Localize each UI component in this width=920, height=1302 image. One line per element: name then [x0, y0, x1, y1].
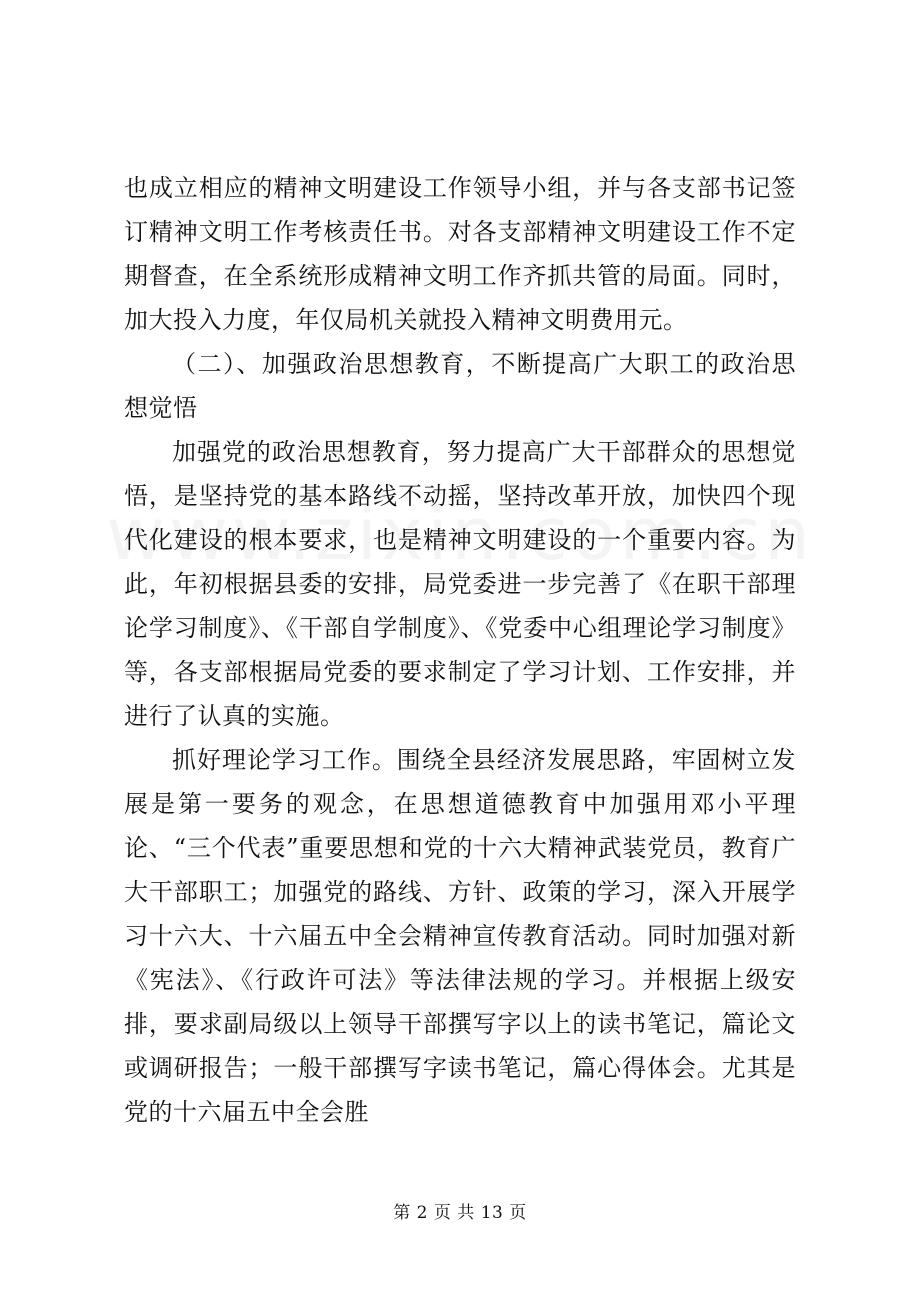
paragraph-political-education: 加强党的政治思想教育，努力提高广大干部群众的思想觉悟，是坚持党的基本路线不动摇，坚持改革开放，加快四个现代化建设的根本要求，也是精神文明建设的一个重要内容。为此，年初根据县委的安排，局党委进一步完善了《在职干部理论学习制度》、《干部自学制度》、《党委中心组理论学习制度》等，各支部根据局党委的要求制定了学习计划、工作安排，并进行了认真的实施。 — [124, 438, 796, 730]
section-heading: （二）、加强政治思想教育，不断提高广大职工的政治思想觉悟 — [124, 350, 796, 422]
paragraph-theory-study: 抓好理论学习工作。围绕全县经济发展思路，牢固树立发展是第一要务的观念，在思想道德教育中加强用邓小平理论、“三个代表”重要思想和党的十六大精神武装党员，教育广大干部职工；加强党的路线、方针、政策的学习，深入开展学习十六大、十六届五中全会精神宣传教育活动。同时加强对新《宪法》、《行政许可法》等法律法规的学习。并根据上级安排，要求副局级以上领导干部撰写字以上的读书笔记，篇论文或调研报告；一般干部撰写字读书笔记，篇心得体会。尤其是党的十六届五中全会胜 — [124, 746, 796, 1126]
paragraph-continuation: 也成立相应的精神文明建设工作领导小组，并与各支部书记签订精神文明工作考核责任书。对各支部精神文明建设工作不定期督查，在全系统形成精神文明工作齐抓共管的局面。同时，加大投入力度，年仅局机关就投入精神文明费用元。 — [124, 174, 796, 334]
document-body — [124, 166, 796, 1134]
page-number-footer: 第 2 页 共 13 页 — [393, 1203, 527, 1223]
